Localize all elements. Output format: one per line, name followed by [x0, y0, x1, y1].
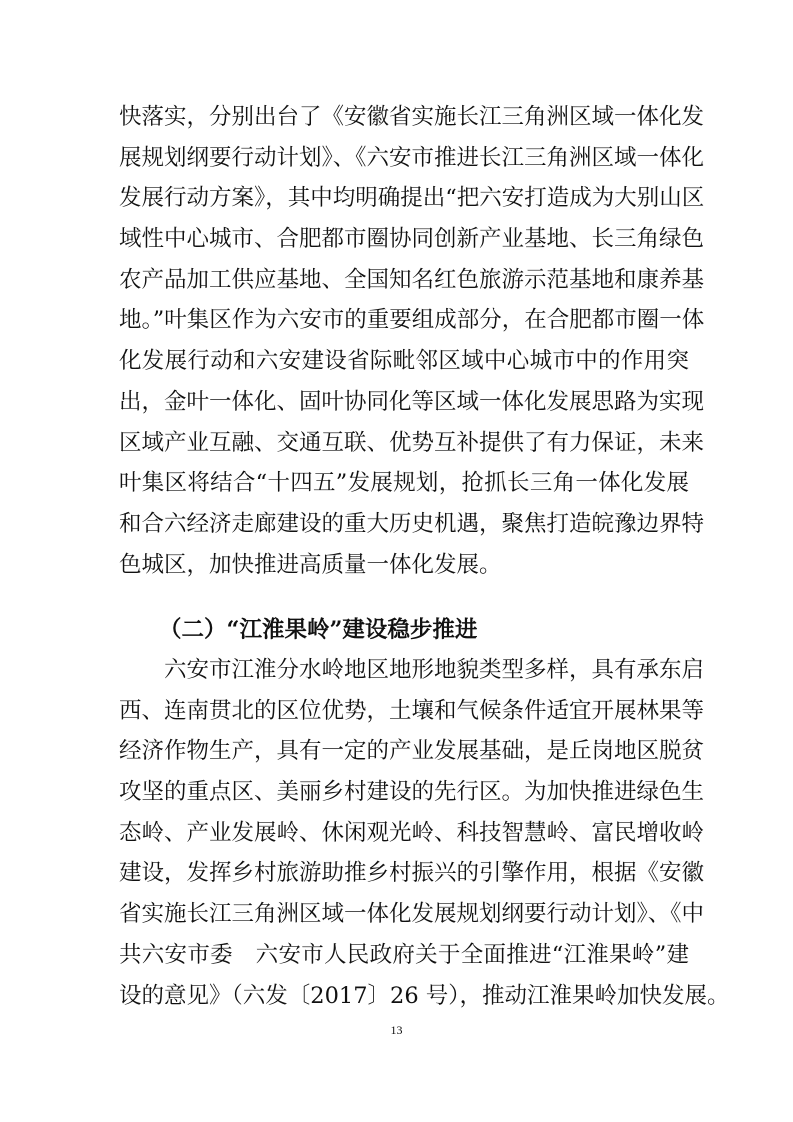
text-line: 快落实，分别出台了《安徽省实施长江三角洲区域一体化发: [119, 104, 705, 130]
text-line: 和合六经济走廊建设的重大历史机遇，聚焦打造皖豫边界特: [119, 510, 705, 537]
text-line: 农产品加工供应基地、全国知名红色旅游示范基地和康养基: [119, 266, 705, 293]
text-line: 态岭、产业发展岭、休闲观光岭、科技智慧岭、富民增收岭: [119, 819, 705, 846]
text-line: 域性中心城市、合肥都市圈协同创新产业基地、长三角绿色: [119, 226, 705, 253]
text-line: 攻坚的重点区、美丽乡村建设的先行区。为加快推进绿色生: [119, 779, 705, 806]
text-line: 色城区，加快推进高质量一体化发展。: [119, 551, 502, 578]
text-line: 设的意见》（六发〔2017〕26 号），推动江淮果岭加快发展。: [119, 982, 730, 1009]
text-line: 经济作物生产，具有一定的产业发展基础，是丘岗地区脱贫: [119, 738, 705, 765]
text-line: 出，金叶一体化、固叶协同化等区域一体化发展思路为实现: [119, 388, 705, 415]
page-number: 13: [390, 1023, 403, 1037]
paragraph-yangtze-integration: [119, 97, 705, 585]
section-heading: （二）“江淮果岭”建设稳步推进: [159, 617, 478, 643]
text-line: 省实施长江三角洲区域一体化发展规划纲要行动计划》、《中: [119, 901, 705, 928]
text-line: 建设，发挥乡村旅游助推乡村振兴的引擎作用，根据《安徽: [119, 860, 705, 887]
paragraph-jianghuai-guoling: [119, 650, 730, 1016]
text-line: 化发展行动和六安建设省际毗邻区域中心城市中的作用突: [119, 348, 689, 375]
text-line: 共六安市委 六安市人民政府关于全面推进“江淮果岭”建: [119, 941, 689, 968]
text-line: 发展行动方案》，其中均明确提出“把六安打造成为大别山区: [119, 185, 705, 212]
text-line: 地。”叶集区作为六安市的重要组成部分，在合肥都市圈一体: [119, 307, 705, 334]
text-line: 叶集区将结合“十四五”发展规划，抢抓长三角一体化发展: [119, 470, 689, 497]
text-line: 六安市江淮分水岭地区地形地貌类型多样，具有承东启: [164, 657, 705, 683]
text-line: 区域产业互融、交通互联、优势互补提供了有力保证，未来: [119, 429, 705, 456]
text-line: 西、连南贯北的区位优势，土壤和气候条件适宜开展林果等: [119, 697, 705, 724]
text-line: 展规划纲要行动计划》、《六安市推进长江三角洲区域一体化: [119, 144, 705, 171]
